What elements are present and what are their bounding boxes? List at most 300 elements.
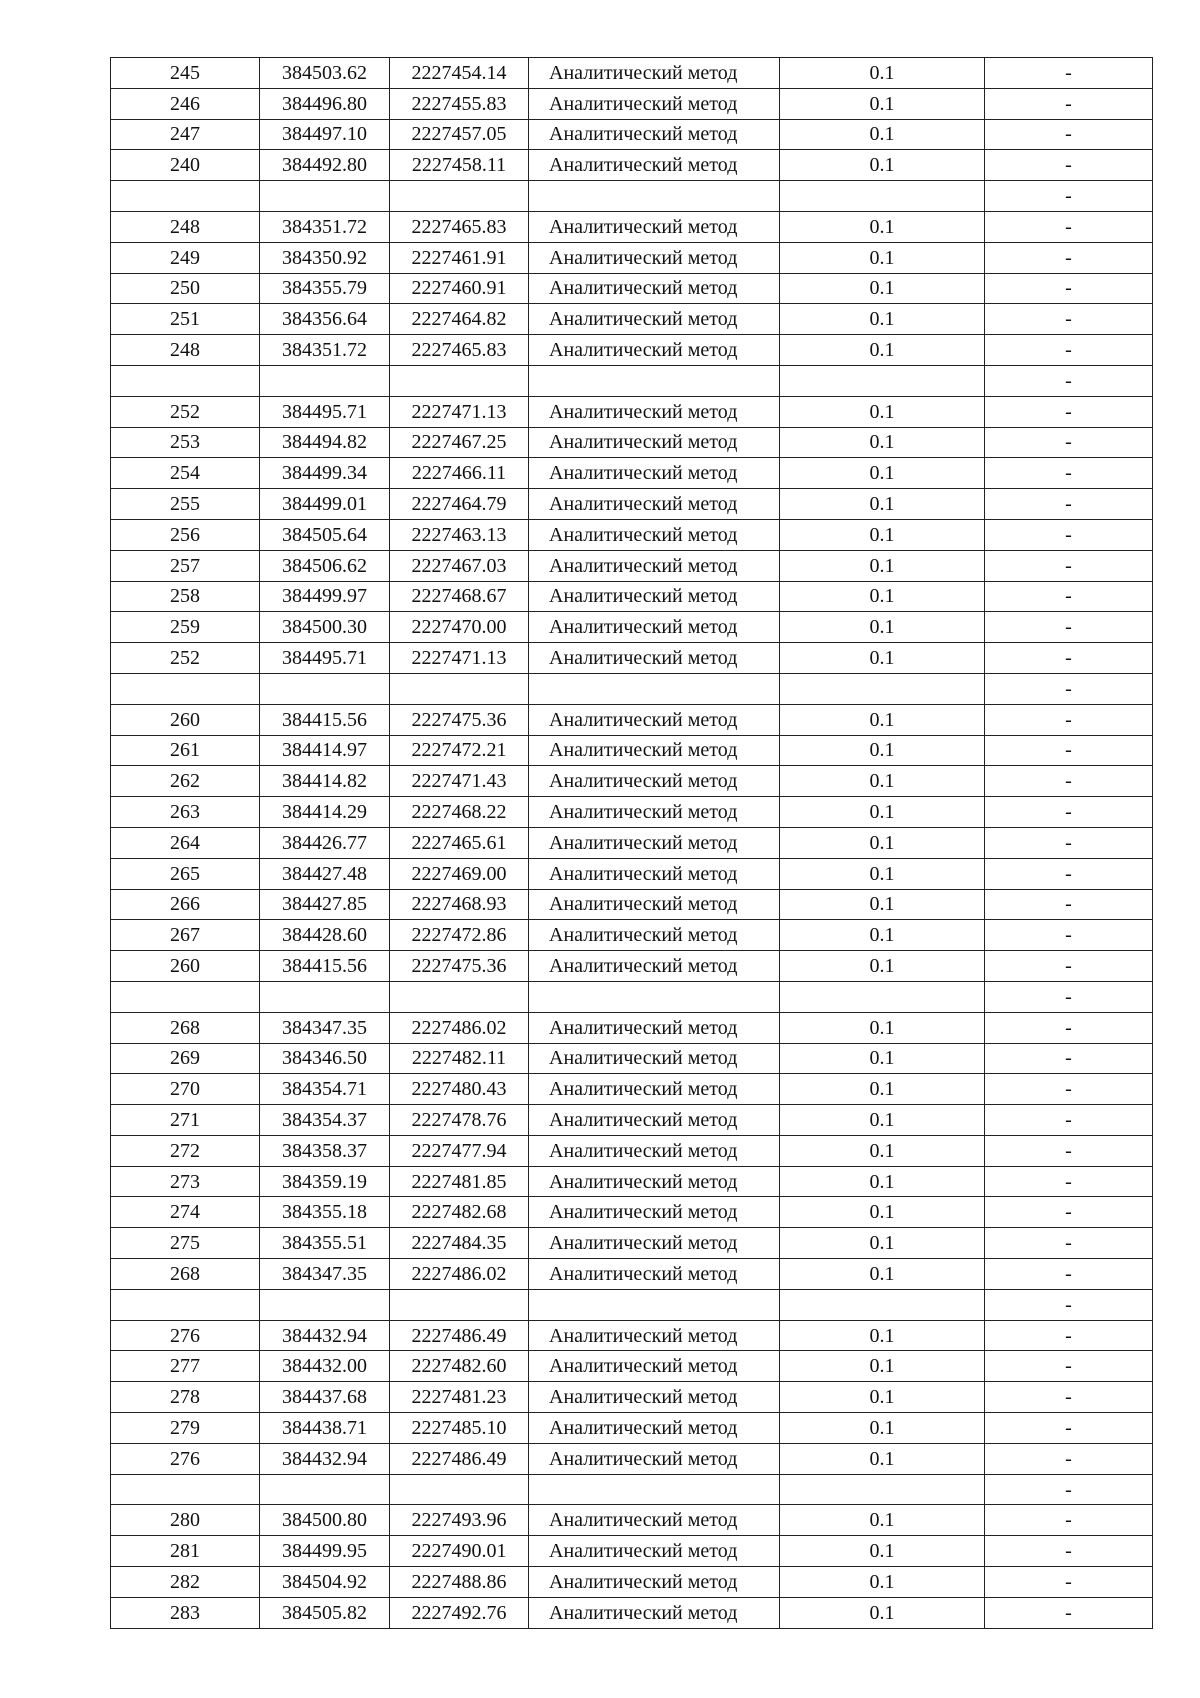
table-row (111, 519, 1153, 550)
point-number-cell: 252 (111, 643, 260, 674)
method-cell: Аналитический метод (529, 1197, 780, 1228)
x-coordinate-cell (260, 1474, 390, 1505)
method-cell: Аналитический метод (529, 88, 780, 119)
point-number-cell (111, 673, 260, 704)
x-coordinate-cell: 384354.71 (260, 1074, 390, 1105)
point-number-cell (111, 981, 260, 1012)
accuracy-cell: 0.1 (780, 427, 985, 458)
x-coordinate-cell: 384351.72 (260, 335, 390, 366)
table-row (111, 273, 1153, 304)
note-cell: - (985, 242, 1153, 273)
accuracy-cell: 0.1 (780, 1443, 985, 1474)
method-cell: Аналитический метод (529, 304, 780, 335)
y-coordinate-cell (390, 1289, 529, 1320)
table-row (111, 1166, 1153, 1197)
method-cell: Аналитический метод (529, 242, 780, 273)
point-number-cell: 259 (111, 612, 260, 643)
point-number-cell: 257 (111, 550, 260, 581)
table-row (111, 1536, 1153, 1567)
point-number-cell (111, 365, 260, 396)
x-coordinate-cell: 384415.56 (260, 951, 390, 982)
method-cell: Аналитический метод (529, 1043, 780, 1074)
accuracy-cell: 0.1 (780, 1567, 985, 1598)
y-coordinate-cell: 2227463.13 (390, 519, 529, 550)
note-cell: - (985, 766, 1153, 797)
accuracy-cell: 0.1 (780, 889, 985, 920)
y-coordinate-cell: 2227486.02 (390, 1259, 529, 1290)
note-cell: - (985, 920, 1153, 951)
method-cell: Аналитический метод (529, 335, 780, 366)
note-cell: - (985, 1074, 1153, 1105)
note-cell: - (985, 1105, 1153, 1136)
x-coordinate-cell: 384427.85 (260, 889, 390, 920)
point-number-cell: 266 (111, 889, 260, 920)
note-cell: - (985, 827, 1153, 858)
table-row (111, 458, 1153, 489)
note-cell: - (985, 1166, 1153, 1197)
table-row (111, 1567, 1153, 1598)
y-coordinate-cell: 2227472.21 (390, 735, 529, 766)
accuracy-cell: 0.1 (780, 1012, 985, 1043)
y-coordinate-cell: 2227458.11 (390, 150, 529, 181)
x-coordinate-cell: 384494.82 (260, 427, 390, 458)
table-row (111, 735, 1153, 766)
x-coordinate-cell: 384356.64 (260, 304, 390, 335)
accuracy-cell: 0.1 (780, 1413, 985, 1444)
method-cell: Аналитический метод (529, 119, 780, 150)
y-coordinate-cell: 2227480.43 (390, 1074, 529, 1105)
accuracy-cell: 0.1 (780, 1135, 985, 1166)
y-coordinate-cell (390, 673, 529, 704)
note-cell: - (985, 889, 1153, 920)
table-row (111, 1043, 1153, 1074)
y-coordinate-cell: 2227467.03 (390, 550, 529, 581)
method-cell (529, 181, 780, 212)
accuracy-cell: 0.1 (780, 304, 985, 335)
accuracy-cell: 0.1 (780, 396, 985, 427)
method-cell: Аналитический метод (529, 1259, 780, 1290)
x-coordinate-cell: 384499.34 (260, 458, 390, 489)
x-coordinate-cell (260, 181, 390, 212)
x-coordinate-cell: 384499.95 (260, 1536, 390, 1567)
y-coordinate-cell: 2227461.91 (390, 242, 529, 273)
table-row (111, 1443, 1153, 1474)
method-cell: Аналитический метод (529, 920, 780, 951)
x-coordinate-cell: 384437.68 (260, 1382, 390, 1413)
method-cell: Аналитический метод (529, 889, 780, 920)
note-cell: - (985, 858, 1153, 889)
note-cell: - (985, 1320, 1153, 1351)
point-number-cell: 271 (111, 1105, 260, 1136)
table-row (111, 581, 1153, 612)
y-coordinate-cell: 2227455.83 (390, 88, 529, 119)
method-cell: Аналитический метод (529, 766, 780, 797)
method-cell: Аналитический метод (529, 273, 780, 304)
table-row (111, 1228, 1153, 1259)
accuracy-cell: 0.1 (780, 581, 985, 612)
y-coordinate-cell: 2227486.49 (390, 1320, 529, 1351)
accuracy-cell: 0.1 (780, 150, 985, 181)
note-cell: - (985, 704, 1153, 735)
note-cell: - (985, 1197, 1153, 1228)
method-cell: Аналитический метод (529, 1413, 780, 1444)
y-coordinate-cell: 2227493.96 (390, 1505, 529, 1536)
method-cell: Аналитический метод (529, 827, 780, 858)
table-row (111, 1382, 1153, 1413)
accuracy-cell: 0.1 (780, 458, 985, 489)
x-coordinate-cell: 384497.10 (260, 119, 390, 150)
table-row (111, 1135, 1153, 1166)
method-cell: Аналитический метод (529, 1443, 780, 1474)
point-number-cell: 247 (111, 119, 260, 150)
point-number-cell: 248 (111, 335, 260, 366)
x-coordinate-cell: 384358.37 (260, 1135, 390, 1166)
point-number-cell: 249 (111, 242, 260, 273)
y-coordinate-cell: 2227454.14 (390, 58, 529, 89)
point-number-cell: 254 (111, 458, 260, 489)
y-coordinate-cell: 2227472.86 (390, 920, 529, 951)
y-coordinate-cell: 2227471.13 (390, 643, 529, 674)
point-number-cell: 250 (111, 273, 260, 304)
accuracy-cell: 0.1 (780, 643, 985, 674)
method-cell: Аналитический метод (529, 1320, 780, 1351)
note-cell: - (985, 1259, 1153, 1290)
note-cell: - (985, 304, 1153, 335)
x-coordinate-cell: 384359.19 (260, 1166, 390, 1197)
point-number-cell: 260 (111, 704, 260, 735)
y-coordinate-cell: 2227465.83 (390, 335, 529, 366)
point-number-cell: 245 (111, 58, 260, 89)
accuracy-cell (780, 1474, 985, 1505)
y-coordinate-cell: 2227457.05 (390, 119, 529, 150)
table-row (111, 150, 1153, 181)
table-row (111, 489, 1153, 520)
point-number-cell: 255 (111, 489, 260, 520)
method-cell: Аналитический метод (529, 58, 780, 89)
table-row (111, 858, 1153, 889)
point-number-cell: 276 (111, 1443, 260, 1474)
y-coordinate-cell: 2227465.83 (390, 211, 529, 242)
x-coordinate-cell (260, 365, 390, 396)
point-number-cell: 283 (111, 1597, 260, 1628)
table-row (111, 396, 1153, 427)
note-cell: - (985, 673, 1153, 704)
note-cell: - (985, 1413, 1153, 1444)
y-coordinate-cell: 2227465.61 (390, 827, 529, 858)
note-cell: - (985, 1228, 1153, 1259)
point-number-cell (111, 1289, 260, 1320)
x-coordinate-cell: 384432.94 (260, 1320, 390, 1351)
table-row (111, 612, 1153, 643)
note-cell: - (985, 119, 1153, 150)
accuracy-cell: 0.1 (780, 119, 985, 150)
table-row (111, 1289, 1153, 1320)
point-number-cell: 275 (111, 1228, 260, 1259)
x-coordinate-cell (260, 981, 390, 1012)
y-coordinate-cell: 2227490.01 (390, 1536, 529, 1567)
point-number-cell: 264 (111, 827, 260, 858)
note-cell: - (985, 396, 1153, 427)
point-number-cell: 272 (111, 1135, 260, 1166)
table-row (111, 797, 1153, 828)
note-cell: - (985, 1597, 1153, 1628)
method-cell: Аналитический метод (529, 550, 780, 581)
point-number-cell: 282 (111, 1567, 260, 1598)
x-coordinate-cell: 384432.00 (260, 1351, 390, 1382)
accuracy-cell: 0.1 (780, 211, 985, 242)
accuracy-cell: 0.1 (780, 1074, 985, 1105)
note-cell: - (985, 335, 1153, 366)
table-row (111, 550, 1153, 581)
y-coordinate-cell: 2227468.22 (390, 797, 529, 828)
point-number-cell: 240 (111, 150, 260, 181)
y-coordinate-cell: 2227482.11 (390, 1043, 529, 1074)
point-number-cell: 277 (111, 1351, 260, 1382)
x-coordinate-cell: 384350.92 (260, 242, 390, 273)
accuracy-cell: 0.1 (780, 1228, 985, 1259)
point-number-cell: 263 (111, 797, 260, 828)
note-cell: - (985, 1012, 1153, 1043)
y-coordinate-cell: 2227481.23 (390, 1382, 529, 1413)
y-coordinate-cell: 2227470.00 (390, 612, 529, 643)
point-number-cell: 261 (111, 735, 260, 766)
method-cell: Аналитический метод (529, 427, 780, 458)
method-cell: Аналитический метод (529, 1382, 780, 1413)
method-cell (529, 981, 780, 1012)
y-coordinate-cell: 2227460.91 (390, 273, 529, 304)
y-coordinate-cell (390, 181, 529, 212)
method-cell (529, 673, 780, 704)
x-coordinate-cell: 384500.80 (260, 1505, 390, 1536)
note-cell: - (985, 951, 1153, 982)
y-coordinate-cell: 2227464.82 (390, 304, 529, 335)
table-row (111, 1351, 1153, 1382)
note-cell: - (985, 1289, 1153, 1320)
point-number-cell: 280 (111, 1505, 260, 1536)
note-cell: - (985, 612, 1153, 643)
accuracy-cell: 0.1 (780, 858, 985, 889)
table-row (111, 1259, 1153, 1290)
x-coordinate-cell: 384505.64 (260, 519, 390, 550)
y-coordinate-cell: 2227482.68 (390, 1197, 529, 1228)
table-row (111, 242, 1153, 273)
x-coordinate-cell: 384428.60 (260, 920, 390, 951)
point-number-cell: 246 (111, 88, 260, 119)
accuracy-cell: 0.1 (780, 550, 985, 581)
note-cell: - (985, 550, 1153, 581)
method-cell: Аналитический метод (529, 519, 780, 550)
point-number-cell: 270 (111, 1074, 260, 1105)
method-cell: Аналитический метод (529, 1105, 780, 1136)
point-number-cell: 248 (111, 211, 260, 242)
x-coordinate-cell (260, 1289, 390, 1320)
note-cell: - (985, 211, 1153, 242)
method-cell (529, 365, 780, 396)
x-coordinate-cell: 384495.71 (260, 396, 390, 427)
method-cell: Аналитический метод (529, 150, 780, 181)
point-number-cell: 265 (111, 858, 260, 889)
point-number-cell: 256 (111, 519, 260, 550)
y-coordinate-cell: 2227468.93 (390, 889, 529, 920)
method-cell: Аналитический метод (529, 858, 780, 889)
table-row (111, 1197, 1153, 1228)
x-coordinate-cell: 384438.71 (260, 1413, 390, 1444)
x-coordinate-cell: 384415.56 (260, 704, 390, 735)
accuracy-cell: 0.1 (780, 273, 985, 304)
point-number-cell: 253 (111, 427, 260, 458)
point-number-cell: 252 (111, 396, 260, 427)
accuracy-cell (780, 365, 985, 396)
accuracy-cell: 0.1 (780, 1043, 985, 1074)
y-coordinate-cell: 2227482.60 (390, 1351, 529, 1382)
note-cell: - (985, 58, 1153, 89)
y-coordinate-cell: 2227488.86 (390, 1567, 529, 1598)
method-cell: Аналитический метод (529, 1505, 780, 1536)
accuracy-cell: 0.1 (780, 951, 985, 982)
method-cell: Аналитический метод (529, 581, 780, 612)
method-cell: Аналитический метод (529, 1351, 780, 1382)
table-row (111, 427, 1153, 458)
note-cell: - (985, 1443, 1153, 1474)
y-coordinate-cell (390, 1474, 529, 1505)
note-cell: - (985, 1135, 1153, 1166)
table-row (111, 1074, 1153, 1105)
y-coordinate-cell (390, 981, 529, 1012)
accuracy-cell: 0.1 (780, 1597, 985, 1628)
point-number-cell: 273 (111, 1166, 260, 1197)
table-row (111, 1505, 1153, 1536)
note-cell: - (985, 1505, 1153, 1536)
method-cell: Аналитический метод (529, 1074, 780, 1105)
accuracy-cell: 0.1 (780, 335, 985, 366)
table-row (111, 1105, 1153, 1136)
method-cell: Аналитический метод (529, 1166, 780, 1197)
accuracy-cell: 0.1 (780, 242, 985, 273)
table-row (111, 704, 1153, 735)
y-coordinate-cell: 2227468.67 (390, 581, 529, 612)
x-coordinate-cell: 384499.97 (260, 581, 390, 612)
method-cell: Аналитический метод (529, 704, 780, 735)
point-number-cell: 258 (111, 581, 260, 612)
table-row (111, 88, 1153, 119)
accuracy-cell (780, 981, 985, 1012)
y-coordinate-cell (390, 365, 529, 396)
x-coordinate-cell: 384505.82 (260, 1597, 390, 1628)
note-cell: - (985, 88, 1153, 119)
table-row (111, 304, 1153, 335)
table-row (111, 643, 1153, 674)
x-coordinate-cell: 384504.92 (260, 1567, 390, 1598)
method-cell: Аналитический метод (529, 1567, 780, 1598)
y-coordinate-cell: 2227466.11 (390, 458, 529, 489)
y-coordinate-cell: 2227477.94 (390, 1135, 529, 1166)
x-coordinate-cell: 384414.82 (260, 766, 390, 797)
note-cell: - (985, 458, 1153, 489)
y-coordinate-cell: 2227469.00 (390, 858, 529, 889)
coordinates-table-body (111, 58, 1153, 1629)
y-coordinate-cell: 2227486.49 (390, 1443, 529, 1474)
method-cell: Аналитический метод (529, 797, 780, 828)
accuracy-cell: 0.1 (780, 1197, 985, 1228)
point-number-cell (111, 1474, 260, 1505)
table-row (111, 981, 1153, 1012)
accuracy-cell: 0.1 (780, 827, 985, 858)
accuracy-cell: 0.1 (780, 1166, 985, 1197)
note-cell: - (985, 1567, 1153, 1598)
accuracy-cell: 0.1 (780, 735, 985, 766)
y-coordinate-cell: 2227475.36 (390, 704, 529, 735)
y-coordinate-cell: 2227492.76 (390, 1597, 529, 1628)
x-coordinate-cell: 384355.51 (260, 1228, 390, 1259)
x-coordinate-cell: 384495.71 (260, 643, 390, 674)
x-coordinate-cell: 384492.80 (260, 150, 390, 181)
method-cell: Аналитический метод (529, 951, 780, 982)
table-row (111, 1597, 1153, 1628)
x-coordinate-cell: 384354.37 (260, 1105, 390, 1136)
accuracy-cell: 0.1 (780, 1105, 985, 1136)
accuracy-cell (780, 181, 985, 212)
table-row (111, 119, 1153, 150)
x-coordinate-cell: 384427.48 (260, 858, 390, 889)
method-cell: Аналитический метод (529, 489, 780, 520)
method-cell: Аналитический метод (529, 1228, 780, 1259)
method-cell: Аналитический метод (529, 1135, 780, 1166)
accuracy-cell: 0.1 (780, 1382, 985, 1413)
table-row (111, 335, 1153, 366)
table-row (111, 1320, 1153, 1351)
accuracy-cell: 0.1 (780, 920, 985, 951)
note-cell: - (985, 981, 1153, 1012)
point-number-cell: 268 (111, 1259, 260, 1290)
point-number-cell: 262 (111, 766, 260, 797)
accuracy-cell: 0.1 (780, 766, 985, 797)
method-cell (529, 1474, 780, 1505)
note-cell: - (985, 797, 1153, 828)
note-cell: - (985, 1382, 1153, 1413)
coordinates-table (110, 57, 1153, 1629)
method-cell: Аналитический метод (529, 1536, 780, 1567)
y-coordinate-cell: 2227467.25 (390, 427, 529, 458)
y-coordinate-cell: 2227464.79 (390, 489, 529, 520)
table-row (111, 673, 1153, 704)
table-row (111, 211, 1153, 242)
x-coordinate-cell: 384355.18 (260, 1197, 390, 1228)
method-cell: Аналитический метод (529, 1597, 780, 1628)
note-cell: - (985, 735, 1153, 766)
accuracy-cell: 0.1 (780, 519, 985, 550)
method-cell: Аналитический метод (529, 458, 780, 489)
accuracy-cell: 0.1 (780, 1505, 985, 1536)
note-cell: - (985, 150, 1153, 181)
point-number-cell: 281 (111, 1536, 260, 1567)
note-cell: - (985, 643, 1153, 674)
accuracy-cell: 0.1 (780, 1351, 985, 1382)
note-cell: - (985, 1536, 1153, 1567)
accuracy-cell: 0.1 (780, 612, 985, 643)
x-coordinate-cell (260, 673, 390, 704)
accuracy-cell: 0.1 (780, 1259, 985, 1290)
accuracy-cell (780, 1289, 985, 1320)
x-coordinate-cell: 384432.94 (260, 1443, 390, 1474)
accuracy-cell: 0.1 (780, 704, 985, 735)
x-coordinate-cell: 384347.35 (260, 1259, 390, 1290)
note-cell: - (985, 427, 1153, 458)
y-coordinate-cell: 2227485.10 (390, 1413, 529, 1444)
method-cell: Аналитический метод (529, 735, 780, 766)
x-coordinate-cell: 384346.50 (260, 1043, 390, 1074)
table-row (111, 889, 1153, 920)
point-number-cell: 251 (111, 304, 260, 335)
